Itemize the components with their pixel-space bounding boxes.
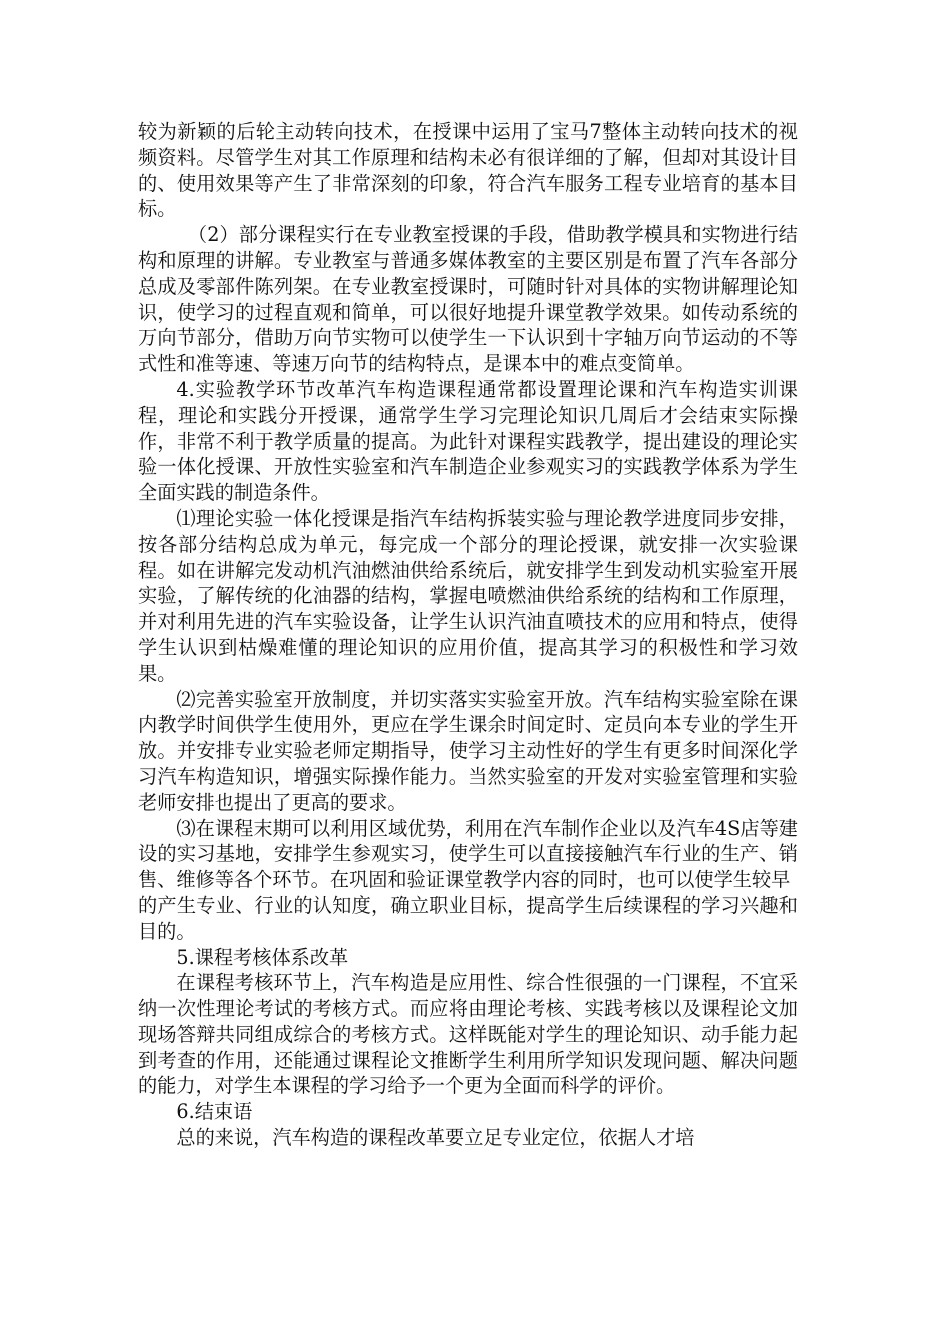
section-heading: 5.课程考核体系改革 [176,945,349,969]
paragraph: （2）部分课程实行在专业教室授课的手段，借助教学模具和实物进行结构和原理的讲解。专业教室与普通多媒体教室的主要区别是布置了汽车各部分总成及零部件陈列架。在专业教室授课时，可随时针对具体的实物讲解理论知识，使学习的过程直观和简单，可以很好地提升课堂教学效果。如传动系统的万向节部分，借助万向节实物可以使学生一下认识到十字轴万向节运动的不等式性和准等速、等速万向节的结构特点，是课本中的难点变简单。 [138,223,798,376]
paragraph: 较为新颖的后轮主动转向技术，在授课中运用了宝马7整体主动转向技术的视频资料。尽管学生对其工作原理和结构未必有很详细的了解，但却对其设计目的、使用效果等产生了非常深刻的印象，符合汽车服务工程专业培育的基本目标。 [138,120,798,221]
paragraph: 在课程考核环节上，汽车构造是应用性、综合性很强的一门课程，不宜采纳一次性理论考试的考核方式。而应将由理论考核、实践考核以及课程论文加现场答辩共同组成综合的考核方式。这样既能对学生的理论知识、动手能力起到考查的作用，还能通过课程论文推断学生利用所学知识发现问题、解决问题的能力，对学生本课程的学习给予一个更为全面而科学的评价。 [138,971,798,1098]
paragraph: 的产生专业、行业的认知度，确立职业目标，提高学生后续课程的学习兴趣和目的。 [138,893,798,943]
paragraph: ⑴理论实验一体化授课是指汽车结构拆装实验与理论教学进度同步安排，按各部分结构总成为单元，每完成一个部分的理论授课，就安排一次实验课程。如在讲解完发动机汽油燃油供给系统后，就安排学生到发动机实验室开展实验，了解传统的化油器的结构，掌握电喷燃油供给系统的结构和工作原理，并对利用先进的汽车实验设备，让学生认识汽油直喷技术的应用和特点，使得学生认识到枯燥难懂的理论知识的应用价值，提高其学习的积极性和学习效果。 [138,506,798,685]
paragraph: ⑵完善实验室开放制度，并切实落实实验室开放。汽车结构实验室除在课内教学时间供学生使用外，更应在学生课余时间定时、定员向本专业的学生开放。并安排专业实验老师定期指导，使学习主动性好的学生有更多时间深化学习汽车构造知识，增强实际操作能力。当然实验室的开发对实验室管理和实验老师安排也提出了更高的要求。 [138,687,798,814]
body-text [138,119,798,1151]
paragraph: 总的来说，汽车构造的课程改革要立足专业定位，依据人才培 [176,1126,695,1150]
section-heading: 6.结束语 [176,1100,253,1124]
section-paragraph: 4.实验教学环节改革汽车构造课程通常都设置理论课和汽车构造实训课程，理论和实践分开授课，通常学生学习完理论知识几周后才会结束实际操作，非常不利于教学质量的提高。为此针对课程实践教学，提出建设的理论实验一体化授课、开放性实验室和汽车制造企业参观实习的实践教学体系为学生全面实践的制造条件。 [138,377,798,505]
paragraph: ⑶在课程末期可以利用区域优势，利用在汽车制作企业以及汽车4S店等建设的实习基地，安排学生参观实习，使学生可以直接接触汽车行业的生产、销售、维修等各个环节。在巩固和验证课堂教学内容的同时，也可以使学生较早 [138,816,798,892]
